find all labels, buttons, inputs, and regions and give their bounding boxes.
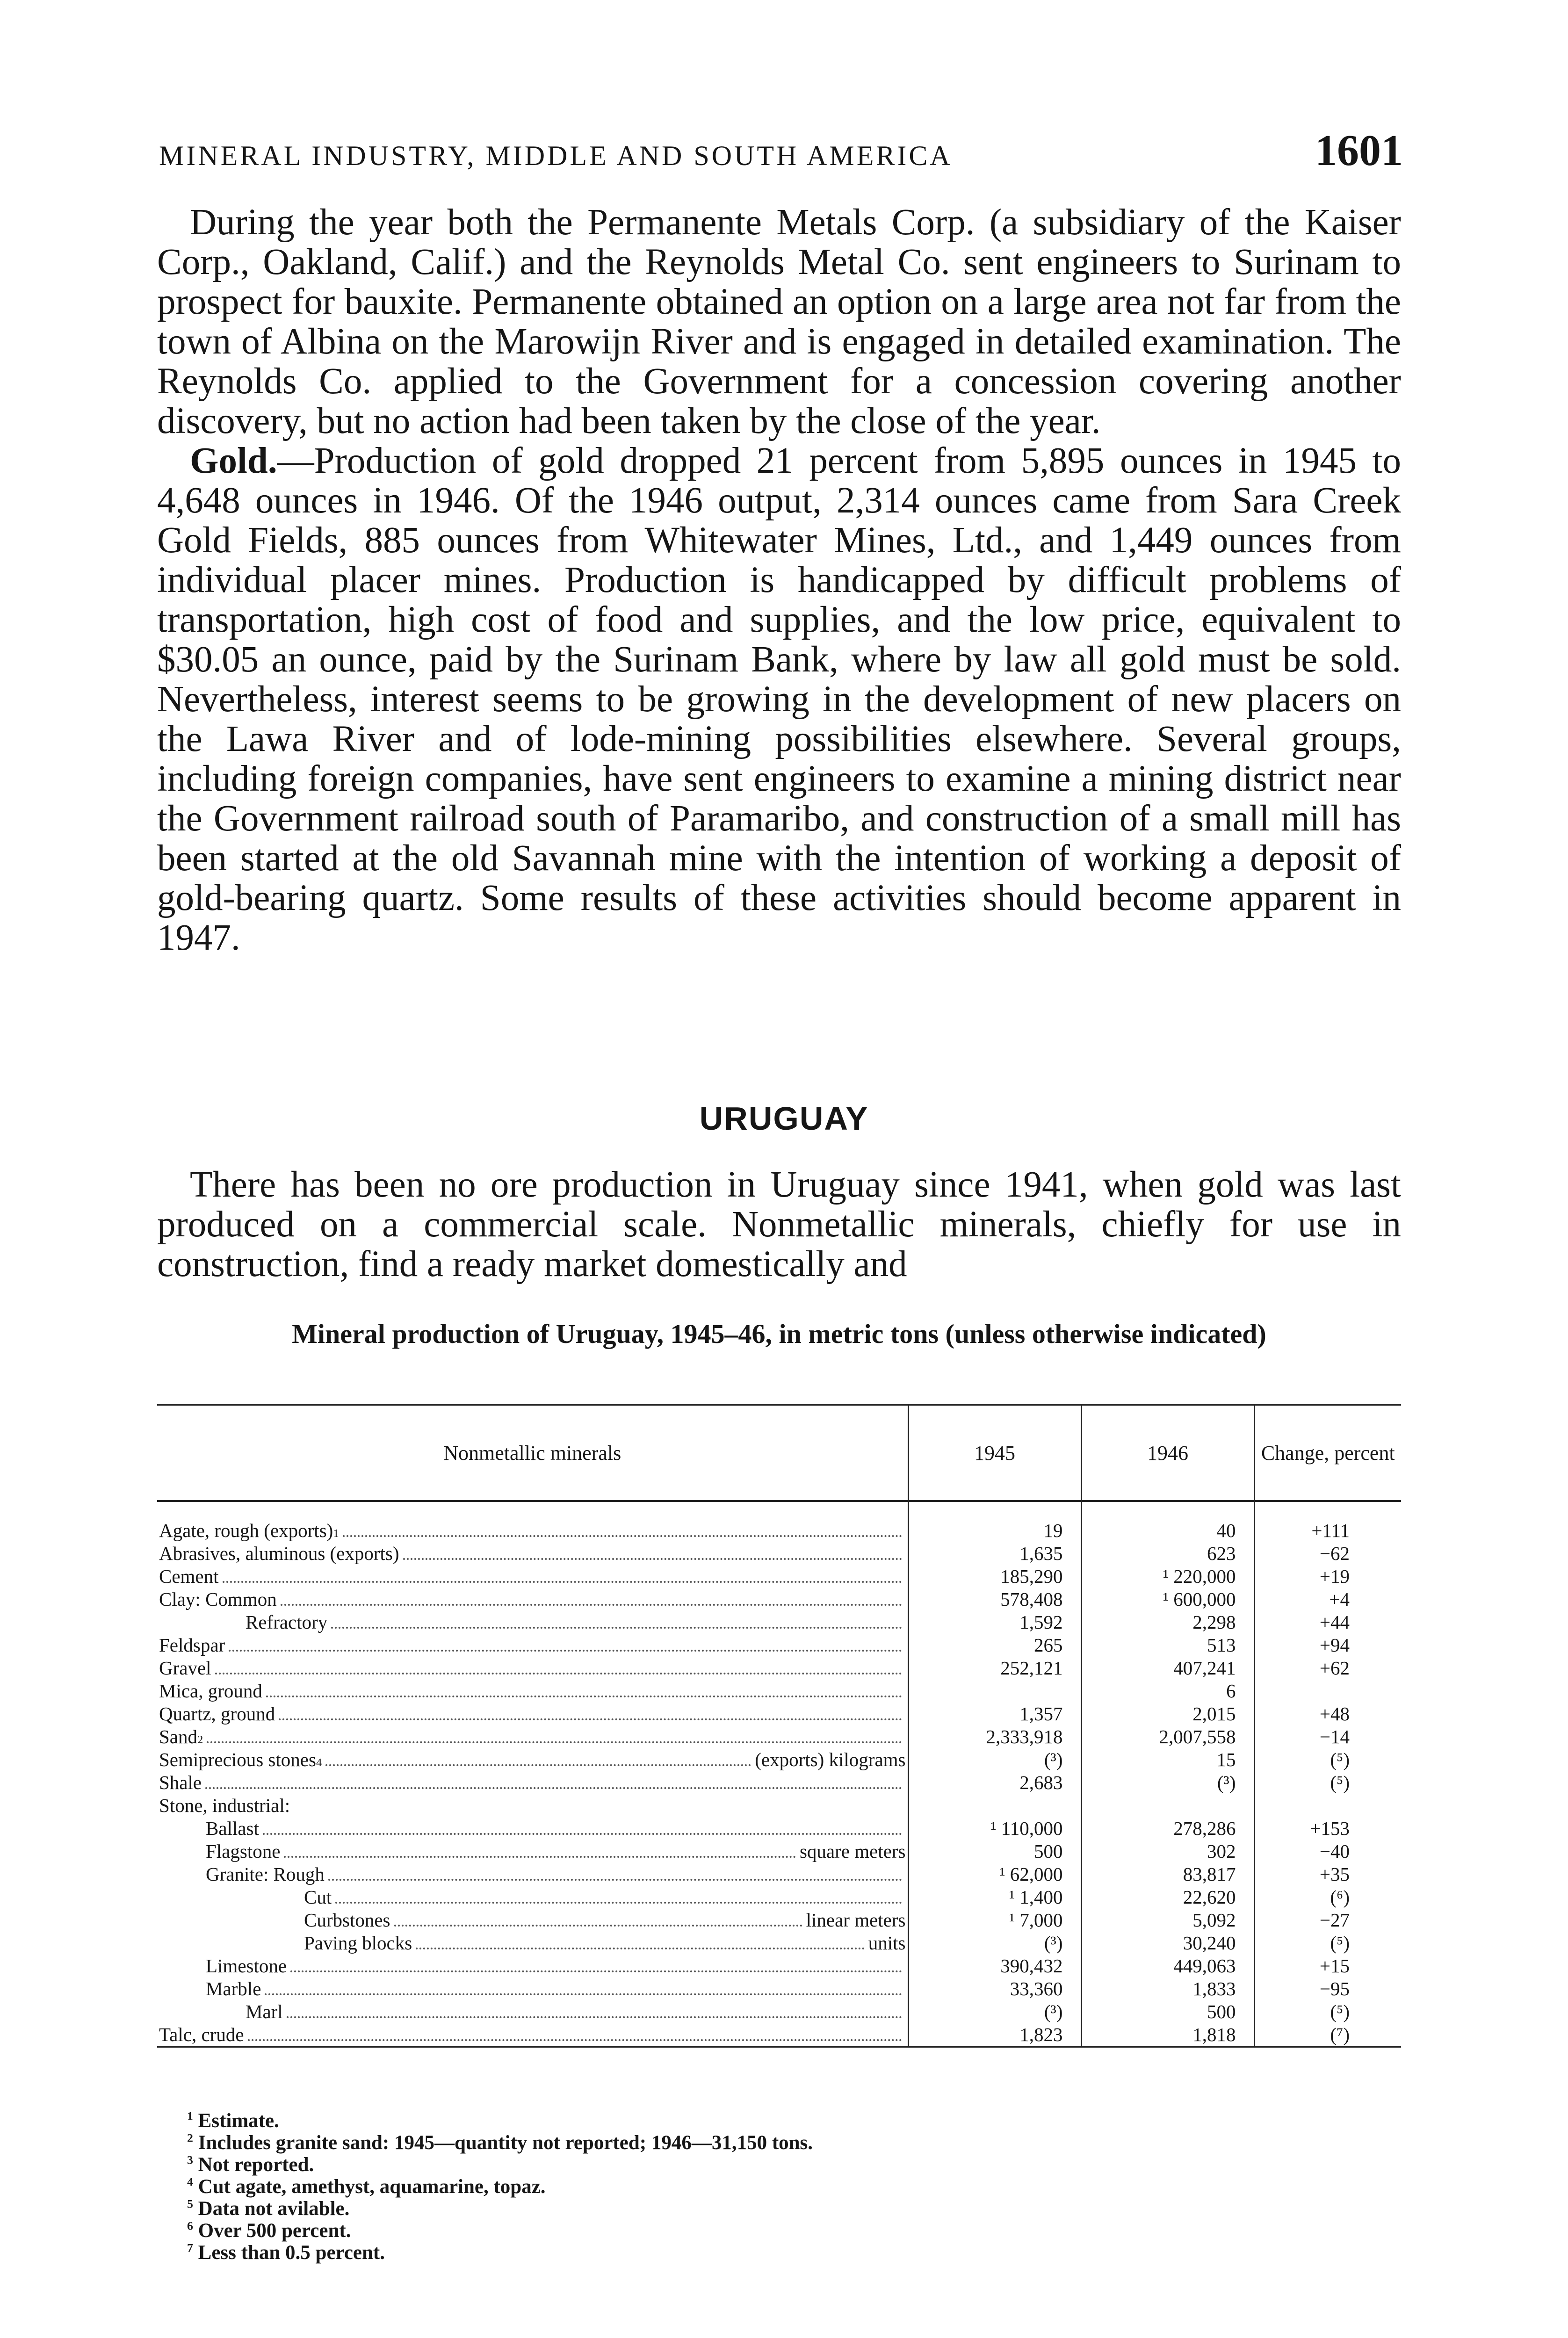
mineral-name: Shale [159,1771,202,1793]
mineral-label [159,1771,906,1794]
mineral-label [159,1588,906,1610]
footnote [187,2242,1309,2264]
mineral-cell [157,1885,908,1908]
table-row [157,1840,1401,1862]
mineral-label: Sand 2 [159,1725,906,1748]
dot-leader [263,1833,902,1835]
mineral-cell [157,1725,908,1748]
body-text-uruguay [157,1165,1401,1284]
unit-label: linear meters [806,1909,906,1931]
change-percent: +4 [1254,1588,1401,1610]
change-percent: +94 [1254,1633,1401,1656]
value-1946: 15 [1081,1748,1254,1771]
mineral-name: Agate, rough (exports) [159,1519,333,1541]
mineral-cell [157,1565,908,1588]
table-row [157,1542,1401,1565]
value-1945: 33,360 [908,1977,1081,2000]
mineral-name: Marl [246,2000,283,2022]
table-row [157,1908,1401,1931]
dot-leader [281,1604,902,1606]
value-1945: 1,592 [908,1610,1081,1633]
dot-leader [229,1650,902,1652]
mineral-label: Semiprecious stones 4 (exports) kilograms [159,1748,906,1770]
value-1945: 578,408 [908,1588,1081,1610]
value-1946: 302 [1081,1840,1254,1862]
mineral-cell [157,1977,908,2000]
footnote-number: 5 [187,2197,193,2211]
body-text-upper [157,202,1401,958]
gold-run-in-heading: Gold. [190,440,277,481]
footnote-text: Over 500 percent. [198,2220,351,2242]
value-1945: (³) [908,1748,1081,1771]
col-header-mineral: Nonmetallic minerals [157,1405,908,1501]
mineral-cell [157,1588,908,1610]
value-1946: 6 [1081,1679,1254,1702]
dot-leader [416,1948,865,1949]
change-percent: +35 [1254,1862,1401,1885]
dot-leader [343,1535,902,1537]
mineral-name: Semiprecious stones [159,1748,316,1770]
value-1946: 407,241 [1081,1656,1254,1679]
footnote-number: 6 [187,2219,193,2233]
mineral-production-table [157,1404,1401,2048]
mineral-cell [157,1656,908,1679]
dot-leader [265,1993,902,1995]
change-percent [1254,1679,1401,1702]
dot-leader [207,1741,902,1743]
mineral-name: Flagstone [206,1840,281,1862]
footnote-text: Cut agate, amethyst, aquamarine, topaz. [198,2176,546,2198]
mineral-label [159,1565,906,1588]
footnote-text: Estimate. [198,2110,279,2132]
value-1945: 1,635 [908,1542,1081,1565]
page-number: 1601 [1315,126,1403,175]
dot-leader [279,1718,902,1720]
value-1945: 390,432 [908,1954,1081,1977]
change-percent: −40 [1254,1840,1401,1862]
mineral-label [159,1680,906,1702]
footnote [187,2176,1309,2198]
mineral-label: Agate, rough (exports) 1 [159,1519,906,1542]
change-percent: −14 [1254,1725,1401,1748]
dot-leader [325,1764,751,1766]
value-1946: 2,007,558 [1081,1725,1254,1748]
value-1946: 1,833 [1081,1977,1254,2000]
table-row [157,1954,1401,1977]
footnote-text: Includes granite sand: 1945—quantity not reported; 1946—31,150 tons. [198,2132,813,2154]
mineral-cell [157,1840,908,1862]
mineral-name: Paving blocks [304,1932,412,1954]
mineral-label [159,1542,906,1565]
table-row [157,2000,1401,2023]
mineral-cell [157,1610,908,1633]
table-row [157,1610,1401,1633]
mineral-cell [157,1542,908,1565]
mineral-label [159,1634,906,1656]
table-row [157,1748,1401,1771]
table-row [157,1519,1401,1542]
footnote [187,2132,1309,2154]
dot-leader [331,1627,902,1629]
value-1945: 2,333,918 [908,1725,1081,1748]
col-header-1945: 1945 [908,1405,1081,1501]
table-caption: Mineral production of Uruguay, 1945–46, in metric tons (unless otherwise indicated) [292,1319,1266,1349]
mineral-name: Sand [159,1725,197,1747]
dot-leader [248,2039,902,2041]
footnote-number: 1 [187,2109,193,2123]
mineral-label [159,1840,906,1862]
mineral-cell [157,1817,908,1840]
value-1946: ¹ 220,000 [1081,1565,1254,1588]
table-row [157,1565,1401,1588]
mineral-label [159,1977,906,2000]
footnote-number: 3 [187,2153,193,2167]
value-1945: 1,823 [908,2023,1081,2047]
mineral-cell [157,1908,908,1931]
change-percent: −27 [1254,1908,1401,1931]
mineral-cell [157,1702,908,1725]
table-row [157,1817,1401,1840]
value-1946: ¹ 600,000 [1081,1588,1254,1610]
dot-leader [290,1970,902,1972]
table-row [157,1588,1401,1610]
section-heading-uruguay: URUGUAY [699,1100,869,1137]
table-row [157,1656,1401,1679]
table-row [157,2023,1401,2047]
value-1945: 265 [908,1633,1081,1656]
mineral-name: Quartz, ground [159,1703,275,1725]
dot-leader [335,1902,902,1904]
mineral-label [159,1886,906,1908]
mineral-cell [157,1771,908,1794]
value-1946: 5,092 [1081,1908,1254,1931]
value-1946: 623 [1081,1542,1254,1565]
change-percent [1254,1794,1401,1817]
value-1946: (³) [1081,1771,1254,1794]
table-spacer-row [157,1501,1401,1519]
table-row [157,1931,1401,1954]
value-1945: (³) [908,1931,1081,1954]
mineral-label [159,1794,906,1817]
mineral-cell [157,1633,908,1656]
change-percent: (⁵) [1254,1748,1401,1771]
footnote-text: Data not avilable. [198,2198,350,2220]
table-row [157,1794,1401,1817]
dot-leader [223,1581,902,1583]
mineral-label [159,2023,906,2046]
value-1946: 278,286 [1081,1817,1254,1840]
change-percent: +62 [1254,1656,1401,1679]
change-percent: +15 [1254,1954,1401,1977]
col-header-change: Change, percent [1254,1405,1401,1501]
value-1946: 83,817 [1081,1862,1254,1885]
change-percent: (⁵) [1254,1771,1401,1794]
footnote-text: Not reported. [198,2154,314,2176]
mineral-name: Granite: Rough [206,1863,325,1885]
mineral-cell [157,1794,908,1817]
footnote-number: 2 [187,2131,193,2145]
mineral-cell [157,2000,908,2023]
dot-leader [403,1558,902,1560]
value-1946: 513 [1081,1633,1254,1656]
value-1945: 1,357 [908,1702,1081,1725]
table-row [157,1977,1401,2000]
mineral-label [159,1909,906,1931]
table-row [157,1885,1401,1908]
mineral-label [159,1703,906,1725]
footnote-number: 4 [187,2175,193,2189]
value-1945: ¹ 7,000 [908,1908,1081,1931]
value-1946: 2,015 [1081,1702,1254,1725]
mineral-name: Curbstones [304,1909,390,1931]
dot-leader [328,1879,902,1881]
mineral-name: Clay: Common [159,1588,277,1610]
mineral-name: Talc, crude [159,2023,244,2045]
table-row [157,1862,1401,1885]
mineral-label [159,1657,906,1679]
footnote [187,2198,1309,2220]
change-percent: +153 [1254,1817,1401,1840]
value-1945: ¹ 110,000 [908,1817,1081,1840]
mineral-cell [157,1679,908,1702]
value-1946 [1081,1794,1254,1817]
change-percent: +44 [1254,1610,1401,1633]
unit-label: (exports) kilograms [755,1748,906,1770]
paragraph-uruguay: There has been no ore production in Uruguay since 1941, when gold was last produced on a commercial scale. Nonmetallic minerals, chiefly for use in construction, find a ready market domestically and [157,1164,1401,1284]
table-row [157,1679,1401,1702]
mineral-name: Gravel [159,1657,211,1679]
paragraph-gold [157,441,1401,958]
change-percent: +111 [1254,1519,1401,1542]
footnote [187,2110,1309,2132]
value-1945: 252,121 [908,1656,1081,1679]
unit-label: square meters [799,1840,906,1862]
table-row [157,1633,1401,1656]
mineral-label [159,1863,906,1885]
paragraph-bauxite: During the year both the Permanente Metals Corp. (a subsidiary of the Kaiser Corp., Oakland, Calif.) and the Reynolds Metal Co. sent engineers to Surinam to prospect for bauxite. Permanente obtained an option on a large area not far from the town of Albina on the Marowijn River and is engaged in detailed examination. The Reynolds Co. applied to the Government for a concession covering another discovery, but no action had been taken by the close of the year. [157,202,1401,441]
change-percent: (⁵) [1254,1931,1401,1954]
dot-leader [394,1925,802,1927]
running-title: MINERAL INDUSTRY, MIDDLE AND SOUTH AMERICA [159,140,953,171]
change-percent: (⁵) [1254,2000,1401,2023]
footnotes [187,2110,1309,2264]
dot-leader [205,1787,902,1789]
value-1945: 185,290 [908,1565,1081,1588]
value-1946: 2,298 [1081,1610,1254,1633]
table-body [157,1501,1401,2047]
mineral-name: Cut [304,1886,332,1908]
value-1946: 22,620 [1081,1885,1254,1908]
mineral-cell [157,1954,908,1977]
value-1945 [908,1679,1081,1702]
value-1945: ¹ 1,400 [908,1885,1081,1908]
footnote [187,2220,1309,2242]
mineral-label [159,1611,906,1633]
gold-paragraph-text: —Production of gold dropped 21 percent from 5,895 ounces in 1945 to 4,648 ounces in 1946. Of the 1946 output, 2,314 ounces came from Sara Creek Gold Fields, 885 ounces from Whitewater Mines, Ltd., and 1,449 ounces from individual placer mines. Production is handicapped by difficult problems of transportation, high cost of food and supplies, and the low price, equivalent to $30.05 an ounce, paid by the Surinam Bank, where by law all gold must be sold. Nevertheless, interest seems to be growing in the development of new placers on the Lawa River and of lode-mining possibilities elsewhere. Several groups, including foreign companies, have sent engineers to examine a mining district near the Government railroad south of Paramaribo, and construction of a small mill has been started at the old Savannah mine with the intention of working a deposit of gold-bearing quartz. Some results of these activities should become apparent in 1947. [157,440,1401,958]
mineral-name: Limestone [206,1955,287,1977]
value-1946: 449,063 [1081,1954,1254,1977]
mineral-cell [157,1748,908,1771]
table-row [157,1702,1401,1725]
mineral-table-wrapper [157,1404,1401,2048]
col-header-1946: 1946 [1081,1405,1254,1501]
dot-leader [287,2016,902,2018]
table-row [157,1725,1401,1748]
mineral-name: Stone, industrial: [159,1794,290,1816]
footnote-text: Less than 0.5 percent. [198,2242,385,2264]
change-percent: +48 [1254,1702,1401,1725]
value-1945: 19 [908,1519,1081,1542]
mineral-name: Cement [159,1565,219,1587]
dot-leader [284,1856,796,1858]
value-1945: ¹ 62,000 [908,1862,1081,1885]
mineral-label [159,2000,906,2023]
table-row [157,1771,1401,1794]
footnote [187,2154,1309,2176]
change-percent: −62 [1254,1542,1401,1565]
table-header-row [157,1405,1401,1501]
value-1946: 500 [1081,2000,1254,2023]
mineral-cell [157,1931,908,1954]
mineral-name: Mica, ground [159,1680,262,1702]
mineral-name: Marble [206,1977,261,1999]
dot-leader [266,1696,902,1697]
mineral-cell [157,1862,908,1885]
footnote-number: 7 [187,2241,193,2255]
running-head [159,125,1403,176]
change-percent: −95 [1254,1977,1401,2000]
value-1946: 30,240 [1081,1931,1254,1954]
value-1946: 1,818 [1081,2023,1254,2047]
value-1945: 2,683 [908,1771,1081,1794]
mineral-name: Abrasives, aluminous (exports) [159,1542,399,1564]
mineral-name: Ballast [206,1817,259,1839]
mineral-name: Feldspar [159,1634,225,1656]
mineral-name: Refractory [246,1611,328,1633]
mineral-label [159,1955,906,1977]
unit-label: units [868,1932,906,1954]
change-percent: (⁶) [1254,1885,1401,1908]
mineral-label [159,1932,906,1954]
value-1946: 40 [1081,1519,1254,1542]
value-1945 [908,1794,1081,1817]
change-percent: +19 [1254,1565,1401,1588]
value-1945: (³) [908,2000,1081,2023]
change-percent: (⁷) [1254,2023,1401,2047]
mineral-cell [157,1519,908,1542]
dot-leader [215,1673,902,1674]
value-1945: 500 [908,1840,1081,1862]
mineral-label [159,1817,906,1840]
mineral-cell [157,2023,908,2047]
